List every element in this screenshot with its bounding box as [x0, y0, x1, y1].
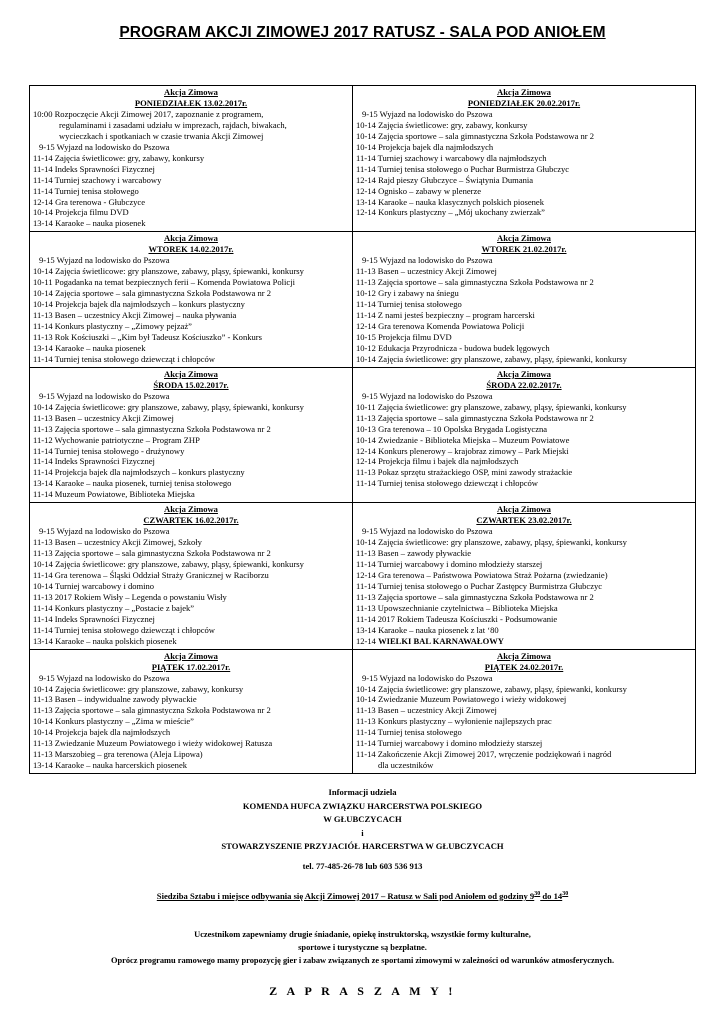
activity-line: [33, 478, 349, 489]
activity-text: 10-14 Zajęcia świetlicowe: gry planszowe, zabawy, pląsy, śpiewanki, konkursy: [33, 559, 304, 570]
day-heading: WTOREK 14.02.2017r.: [148, 244, 234, 255]
activity-text: 9-15 Wyjazd na lodowisko do Pszowa: [39, 526, 170, 537]
day-cell: [30, 367, 353, 502]
day-heading: ŚRODA 22.02.2017r.: [486, 379, 562, 390]
closing-invitation: Z A P R A S Z A M Y !: [269, 984, 456, 998]
activity-line: [33, 581, 349, 592]
activity-line: [356, 321, 692, 332]
activity-text: 10-12 Edukacja Przyrodnicza - budowa budek lęgowych: [356, 342, 550, 353]
activity-line: [33, 684, 349, 695]
activity-line: [356, 354, 692, 365]
cell-label: Akcja Zimowa: [164, 87, 218, 97]
activity-line: [33, 456, 349, 467]
activity-text: 10:00 Rozpoczęcie Akcji Zimowej 2017, zapoznanie z programem,: [33, 108, 264, 119]
org-name-1: KOMENDA HUFCA ZWIĄZKU HARCERSTWA POLSKIEGO: [242, 800, 483, 811]
activity-text: 10-13 Gra terenowa – 10 Opolska Brygada Logistyczna: [356, 423, 548, 434]
activity-text: 12-14 Konkurs plastyczny – „Mój ukochany zwierzak”: [356, 207, 545, 218]
activity-text: 9-15 Wyjazd na lodowisko do Pszowa: [362, 108, 493, 119]
activity-text: 11-13 Zajęcia sportowe – sala gimnastyczna Szkoła Podstawowa nr 2: [33, 705, 271, 716]
day-cell: [30, 503, 353, 649]
activity-text: 12-14 Gra terenowa - Głubczyce: [33, 196, 146, 207]
activity-text: 12-14 Gra terenowa – Państwowa Powiatowa Straż Pożarna (zwiedzanie): [356, 569, 608, 580]
activity-text: 11-14 Turniej szachowy i warcabowy dla najmłodszych: [356, 152, 547, 163]
activity-text: 10-14 Zajęcia świetlicowe: gry planszowe, zabawy, pląsy, śpiewanki, konkursy: [356, 353, 627, 364]
hq-time-end-min: 30: [562, 891, 569, 898]
activity-line: [356, 109, 692, 120]
activity-text: 10-14 Zajęcia sportowe – sala gimnastyczna Szkoła Podstawowa nr 2: [356, 130, 595, 141]
activity-line: [356, 603, 692, 614]
activity-line: [356, 164, 692, 175]
activity-line: [356, 391, 692, 402]
activity-line: [356, 207, 692, 218]
cell-label: Akcja Zimowa: [497, 650, 551, 661]
activity-line: [356, 255, 692, 266]
headquarters-text: Siedziba Sztabu i miejsce odbywania się Akcji Zimowej 2017 – Ratusz w Sali pod Aniołem od godziny 9: [156, 891, 535, 901]
activity-line: [356, 716, 692, 727]
activity-text: 10-11 Pogadanka na temat bezpiecznych ferii – Komenda Powiatowa Policji: [33, 277, 295, 288]
org-location: W GŁUBCZYCACH: [323, 814, 402, 824]
activity-line: [33, 288, 349, 299]
activity-text: 11-13 Basen – uczestnicy Akcji Zimowej: [356, 266, 497, 277]
cell-label: Akcja Zimowa: [164, 650, 218, 661]
activity-text: 11-13 Zajęcia sportowe – sala gimnastyczna Szkoła Podstawowa nr 2: [356, 412, 594, 423]
activity-text: 10-14 Zajęcia świetlicowe: gry planszowe, zabawy, pląsy, śpiewanki, konkursy: [33, 401, 304, 412]
activity-line: [356, 749, 692, 760]
activity-line: [356, 727, 692, 738]
activity-text: 11-13 Zajęcia sportowe – sala gimnastyczna Szkoła Podstawowa nr 2: [356, 591, 594, 602]
activity-line: [33, 467, 349, 478]
activity-line: [356, 197, 692, 208]
headquarters-line: [0, 890, 725, 904]
activity-line: [33, 332, 349, 343]
activity-text: 11-14 Zakończenie Akcji Zimowej 2017, wręczenie podziękowań i nagród: [356, 749, 612, 760]
activity-text: 9-15 Wyjazd na lodowisko do Pszowa: [39, 390, 170, 401]
activity-line: [33, 321, 349, 332]
activity-text: 11-14 Turniej tenisa stołowego: [33, 185, 139, 196]
activity-text: 12-14 Rajd pieszy Głubczyce – Świątynia Dumania: [356, 174, 534, 185]
activity-line: [356, 636, 692, 647]
activity-line: [33, 673, 349, 684]
activity-line: [356, 186, 692, 197]
activity-line: [33, 197, 349, 208]
activity-line: [33, 738, 349, 749]
day-heading: PIĄTEK 24.02.2017r.: [484, 661, 564, 672]
activity-line: [356, 478, 692, 489]
activity-line: [356, 402, 692, 413]
activity-text: 11-13 Konkurs plastyczny – wyłonienie najlepszych prac: [356, 716, 552, 727]
schedule-row: [30, 503, 696, 649]
activity-text: 11-14 Indeks Sprawności Fizycznej: [33, 456, 155, 467]
activity-text: 11-14 Projekcja bajek dla najmłodszych – konkurs plastyczny: [33, 467, 245, 478]
activity-line: [356, 142, 692, 153]
page-title: PROGRAM AKCJI ZIMOWEJ 2017 RATUSZ - SALA POD ANIOŁEM: [119, 24, 606, 41]
activity-line: [356, 446, 692, 457]
day-cell: [353, 86, 696, 232]
activity-text: 11-13 Zajęcia sportowe – sala gimnastyczna Szkoła Podstawowa nr 2: [33, 548, 271, 559]
activity-text: 10-14 Projekcja bajek dla najmłodszych – konkurs plastyczny: [33, 299, 245, 310]
activity-text: 10-14 Zajęcia świetlicowe: gry planszowe, zabawy, pląsy, śpiewanki, konkursy: [356, 537, 627, 548]
activity-text: 9-15 Wyjazd na lodowisko do Pszowa: [39, 255, 170, 266]
note-line-1: Uczestnikom zapewniamy drugie śniadanie, opiekę instruktorską, wszystkie formy kulturalne,: [194, 930, 531, 939]
activity-text: 9-15 Wyjazd na lodowisko do Pszowa: [39, 141, 170, 152]
day-cell: [30, 649, 353, 773]
contact-info: [0, 786, 725, 854]
activity-text: 10-14 Konkurs plastyczny – „Zima w mieście”: [33, 716, 194, 727]
activity-text: 11-14 Konkurs plastyczny – „Postacie z bajek”: [33, 602, 195, 613]
activity-line: [33, 727, 349, 738]
activity-text: 12-14 Gra terenowa Komenda Powiatowa Policji: [356, 321, 525, 332]
activity-line: [33, 526, 349, 537]
activity-text: 10-14 Projekcja bajek dla najmłodszych: [33, 727, 171, 738]
activity-line: [356, 738, 692, 749]
activity-line: [33, 625, 349, 636]
activity-line: [33, 186, 349, 197]
activity-text: 12-14 Konkurs plenerowy – krajobraz zimowy – Park Miejski: [356, 445, 569, 456]
activity-line: [356, 266, 692, 277]
activity-text: 11-14 2017 Rokiem Tadeusza Kościuszki - Podsumowanie: [356, 613, 558, 624]
activity-line: [33, 749, 349, 760]
activity-line: [33, 299, 349, 310]
activity-text: 10-14 Projekcja filmu DVD: [33, 207, 129, 218]
activity-line: [33, 120, 349, 131]
activity-text: 13-14 Karaoke – nauka harcerskich piosenek: [33, 760, 188, 771]
activity-text: 12-14 Ognisko – zabawy w plenerze: [356, 185, 482, 196]
activity-line: [33, 255, 349, 266]
activity-line: [33, 570, 349, 581]
activity-line: [33, 435, 349, 446]
activity-text: 10-14 Zwiedzanie - Biblioteka Miejska – Muzeum Powiatowe: [356, 434, 570, 445]
activity-line: [356, 760, 692, 771]
activity-line: [356, 153, 692, 164]
activity-text: 10-14 Zajęcia sportowe – sala gimnastyczna Szkoła Podstawowa nr 2: [33, 288, 272, 299]
activity-text: 11-14 Turniej szachowy i warcabowy: [33, 174, 162, 185]
schedule-table: [29, 85, 696, 774]
activity-text: 11-14 Turniej tenisa stołowego o Puchar Zastępcy Burmistrza Głubczyc: [356, 580, 603, 591]
activity-text: 13-14 Karaoke – nauka piosenek: [33, 218, 146, 229]
org-name-2: STOWARZYSZENIE PRZYJACIÓŁ HARCERSTWA W GŁUBCZYCACH: [221, 841, 504, 851]
day-heading: WTOREK 21.02.2017r.: [481, 244, 567, 255]
activity-line: [356, 310, 692, 321]
activity-line: [33, 716, 349, 727]
activity-line: [356, 413, 692, 424]
activity-line: [33, 636, 349, 647]
activity-line: [356, 424, 692, 435]
activity-line: [33, 559, 349, 570]
activity-text: 10-14 Zajęcia świetlicowe: gry planszowe, zabawy, konkursy: [33, 683, 244, 694]
cell-label: Akcja Zimowa: [497, 87, 551, 97]
activity-line: [33, 592, 349, 603]
activity-line: [356, 120, 692, 131]
activity-text: 11-14 Turniej tenisa stołowego dziewcząt i chłopców: [33, 624, 215, 635]
activity-line: [33, 705, 349, 716]
activity-line: [33, 413, 349, 424]
activity-text: 11-14 Turniej tenisa stołowego dziewcząt i chłopców: [356, 478, 538, 489]
activity-line: [33, 548, 349, 559]
activity-line: [33, 424, 349, 435]
activity-text: 10-14 Zwiedzanie Muzeum Powiatowego i wieży widokowej: [356, 694, 567, 705]
activity-text: 10-15 Projekcja filmu DVD: [356, 331, 452, 342]
activity-line: [356, 332, 692, 343]
schedule-row: [30, 649, 696, 773]
activity-text: 11-13 Upowszechnianie czytelnictwa – Biblioteka Miejska: [356, 602, 558, 613]
activity-line: [356, 705, 692, 716]
activity-line: [33, 109, 349, 120]
org-conjunction: i: [361, 827, 364, 838]
activity-line: [356, 526, 692, 537]
cell-label: Akcja Zimowa: [164, 233, 218, 244]
activity-line: [356, 684, 692, 695]
activity-line: [33, 760, 349, 771]
activity-line: [33, 614, 349, 625]
activity-text: 11-14 Muzeum Powiatowe, Biblioteka Miejska: [33, 489, 195, 500]
note-line-3: Oprócz programu ramowego mamy propozycję gier i zabaw związanych ze sportami zimowymi w zależności od warunków atmosferycznych.: [110, 956, 615, 965]
activity-text: 11-12 Wychowanie patriotyczne – Program ZHP: [33, 434, 200, 445]
activity-line: [33, 354, 349, 365]
activity-text: 10-11 Zajęcia świetlicowe: gry planszowe, zabawy, pląsy, śpiewanki, konkursy: [356, 401, 627, 412]
activity-line: [356, 581, 692, 592]
activity-text: 13-14 Karaoke – nauka piosenek z lat ‘80: [356, 624, 499, 635]
activity-text: 11-13 Rok Kościuszki – „Kim był Tadeusz Kościuszko” - Konkurs: [33, 331, 262, 342]
activity-text: dla uczestników: [378, 760, 434, 771]
activity-line: [356, 343, 692, 354]
activity-line: [356, 592, 692, 603]
hq-time-start-min: 30: [534, 891, 541, 898]
activity-text: 10-12 Gry i zabawy na śniegu: [356, 288, 459, 299]
activity-text: 11-14 Indeks Sprawności Fizycznej: [33, 163, 155, 174]
activity-text: 10-14 Turniej warcabowy i domino: [33, 580, 155, 591]
activity-text: 11-14 Turniej warcabowy i domino młodzieży starszej: [356, 738, 543, 749]
note-line-2: sportowe i turystyczne są bezpłatne.: [298, 943, 427, 952]
activity-line: [356, 625, 692, 636]
activity-text: 11-14 Indeks Sprawności Fizycznej: [33, 613, 155, 624]
activity-text: 11-14 Turniej tenisa stołowego - drużynowy: [33, 445, 185, 456]
activity-text: 11-14 Konkurs plastyczny – „Zimowy pejzaż”: [33, 321, 192, 332]
day-heading: CZWARTEK 16.02.2017r.: [143, 515, 239, 526]
activity-line: [33, 402, 349, 413]
day-heading: PONIEDZIAŁEK 20.02.2017r.: [467, 97, 581, 108]
activity-line: [33, 218, 349, 229]
activity-text: 11-13 Basen – uczestnicy Akcji Zimowej, Szkoły: [33, 537, 202, 548]
day-heading: PIĄTEK 17.02.2017r.: [151, 661, 231, 672]
activity-text: 11-13 Basen – uczestnicy Akcji Zimowej: [33, 412, 174, 423]
day-cell: [353, 232, 696, 367]
activity-line: [356, 537, 692, 548]
activity-text: 10-14 Zajęcia świetlicowe: gry planszowe, zabawy, pląsy, śpiewanki, konkursy: [33, 266, 304, 277]
activity-line: [33, 446, 349, 457]
activity-line: [33, 603, 349, 614]
schedule-row: [30, 232, 696, 367]
activity-text: 11-13 Zajęcia sportowe – sala gimnastyczna Szkoła Podstawowa nr 2: [356, 277, 594, 288]
activity-text: 11-14 Z nami jesteś bezpieczny – program harcerski: [356, 310, 535, 321]
activity-text: 11-14 Zajęcia świetlicowe: gry, zabawy, konkursy: [33, 152, 205, 163]
activity-text: 12-14 Projekcja filmu i bajek dla najmłodszych: [356, 456, 519, 467]
activity-text: 13-14 Karaoke – nauka piosenek: [33, 342, 146, 353]
bottom-notes: [0, 928, 725, 967]
activity-text: 11-13 Zajęcia sportowe – sala gimnastyczna Szkoła Podstawowa nr 2: [33, 423, 271, 434]
activity-text: 11-14 Turniej tenisa stołowego dziewcząt i chłopców: [33, 353, 215, 364]
activity-text: 11-13 Pokaz sprzętu strażackiego OSP, mini zawody strażackie: [356, 467, 573, 478]
activity-line: [356, 548, 692, 559]
cell-label: Akcja Zimowa: [497, 368, 551, 379]
activity-line: [33, 175, 349, 186]
cell-label: Akcja Zimowa: [164, 368, 218, 379]
activity-line: [356, 456, 692, 467]
activity-highlight: WIELKI BAL KARNAWAŁOWY: [378, 635, 504, 646]
activity-line: [356, 288, 692, 299]
activity-line: [33, 489, 349, 500]
day-cell: [353, 503, 696, 649]
activity-line: [356, 435, 692, 446]
activity-line: [33, 277, 349, 288]
activity-text: 12-14: [356, 635, 379, 646]
activity-line: [356, 131, 692, 142]
activity-text: 11-13 Basen – uczestnicy Akcji Zimowej – nauka pływania: [33, 310, 237, 321]
cell-label: Akcja Zimowa: [497, 233, 551, 244]
activity-text: 13-14 Karaoke – nauka piosenek, turniej tenisa stołowego: [33, 478, 232, 489]
activity-text: 9-15 Wyjazd na lodowisko do Pszowa: [362, 390, 493, 401]
activity-line: [33, 207, 349, 218]
activity-text: 9-15 Wyjazd na lodowisko do Pszowa: [362, 672, 493, 683]
activity-line: [33, 391, 349, 402]
schedule-row: [30, 367, 696, 502]
activity-text: 11-14 Turniej tenisa stołowego: [356, 299, 462, 310]
activity-text: 13-14 Karaoke – nauka klasycznych polskich piosenek: [356, 196, 544, 207]
activity-line: [33, 694, 349, 705]
activity-text: 11-13 Basen – zawody pływackie: [356, 548, 472, 559]
activity-text: 11-13 Basen – uczestnicy Akcji Zimowej: [356, 705, 497, 716]
schedule-row: [30, 86, 696, 232]
info-label: Informacji udziela: [328, 787, 397, 797]
hq-time-mid: do 14: [540, 891, 563, 901]
activity-text: 11-13 Zwiedzanie Muzeum Powiatowego i wieży widokowej Ratusza: [33, 738, 273, 749]
activity-line: [33, 266, 349, 277]
day-cell: [353, 649, 696, 773]
activity-text: wycieczkach i spotkaniach w czasie trwania Akcji Zimowej: [59, 130, 264, 141]
activity-text: 10-14 Projekcja bajek dla najmłodszych: [356, 141, 494, 152]
activity-text: 11-13 Basen – indywidualne zawody pływackie: [33, 694, 197, 705]
activity-line: [356, 614, 692, 625]
activity-text: 9-15 Wyjazd na lodowisko do Pszowa: [39, 672, 170, 683]
activity-text: 11-14 Gra terenowa – Śląski Oddział Straży Granicznej w Raciborzu: [33, 569, 269, 580]
activity-text: 11-13 Marszobieg – gra terenowa (Aleja Lipowa): [33, 749, 203, 760]
activity-text: 11-14 Turniej warcabowy i domino młodzieży starszej: [356, 559, 543, 570]
activity-line: [33, 153, 349, 164]
activity-text: regulaminami i zasadami udziału w imprezach, rajdach, biwakach,: [59, 119, 287, 130]
day-cell: [353, 367, 696, 502]
activity-line: [356, 467, 692, 478]
activity-line: [33, 131, 349, 142]
cell-label: Akcja Zimowa: [497, 504, 551, 515]
activity-text: 10-14 Zajęcia świetlicowe: gry planszowe, zabawy, pląsy, śpiewanki, konkursy: [356, 683, 627, 694]
activity-line: [356, 299, 692, 310]
day-heading: PONIEDZIAŁEK 13.02.2017r.: [134, 97, 248, 108]
activity-line: [33, 537, 349, 548]
activity-text: 11-14 Turniej tenisa stołowego o Puchar Burmistrza Głubczyc: [356, 163, 570, 174]
activity-text: 10-14 Zajęcia świetlicowe: gry, zabawy, konkursy: [356, 119, 528, 130]
activity-text: 11-13 2017 Rokiem Wisły – Legenda o powstaniu Wisły: [33, 591, 227, 602]
activity-text: 13-14 Karaoke – nauka polskich piosenek: [33, 635, 177, 646]
activity-line: [33, 343, 349, 354]
activity-line: [356, 277, 692, 288]
activity-text: 11-14 Turniej tenisa stołowego: [356, 727, 462, 738]
activity-line: [356, 570, 692, 581]
day-cell: [30, 86, 353, 232]
activity-line: [356, 694, 692, 705]
activity-line: [356, 559, 692, 570]
activity-line: [356, 175, 692, 186]
activity-text: 9-15 Wyjazd na lodowisko do Pszowa: [362, 255, 493, 266]
activity-line: [356, 673, 692, 684]
day-heading: ŚRODA 15.02.2017r.: [153, 379, 229, 390]
activity-text: 9-15 Wyjazd na lodowisko do Pszowa: [362, 526, 493, 537]
cell-label: Akcja Zimowa: [164, 504, 218, 515]
day-cell: [30, 232, 353, 367]
activity-line: [33, 164, 349, 175]
activity-line: [33, 142, 349, 153]
phone-line: tel. 77-485-26-78 lub 603 536 913: [302, 861, 423, 871]
day-heading: CZWARTEK 23.02.2017r.: [476, 515, 572, 526]
activity-line: [33, 310, 349, 321]
